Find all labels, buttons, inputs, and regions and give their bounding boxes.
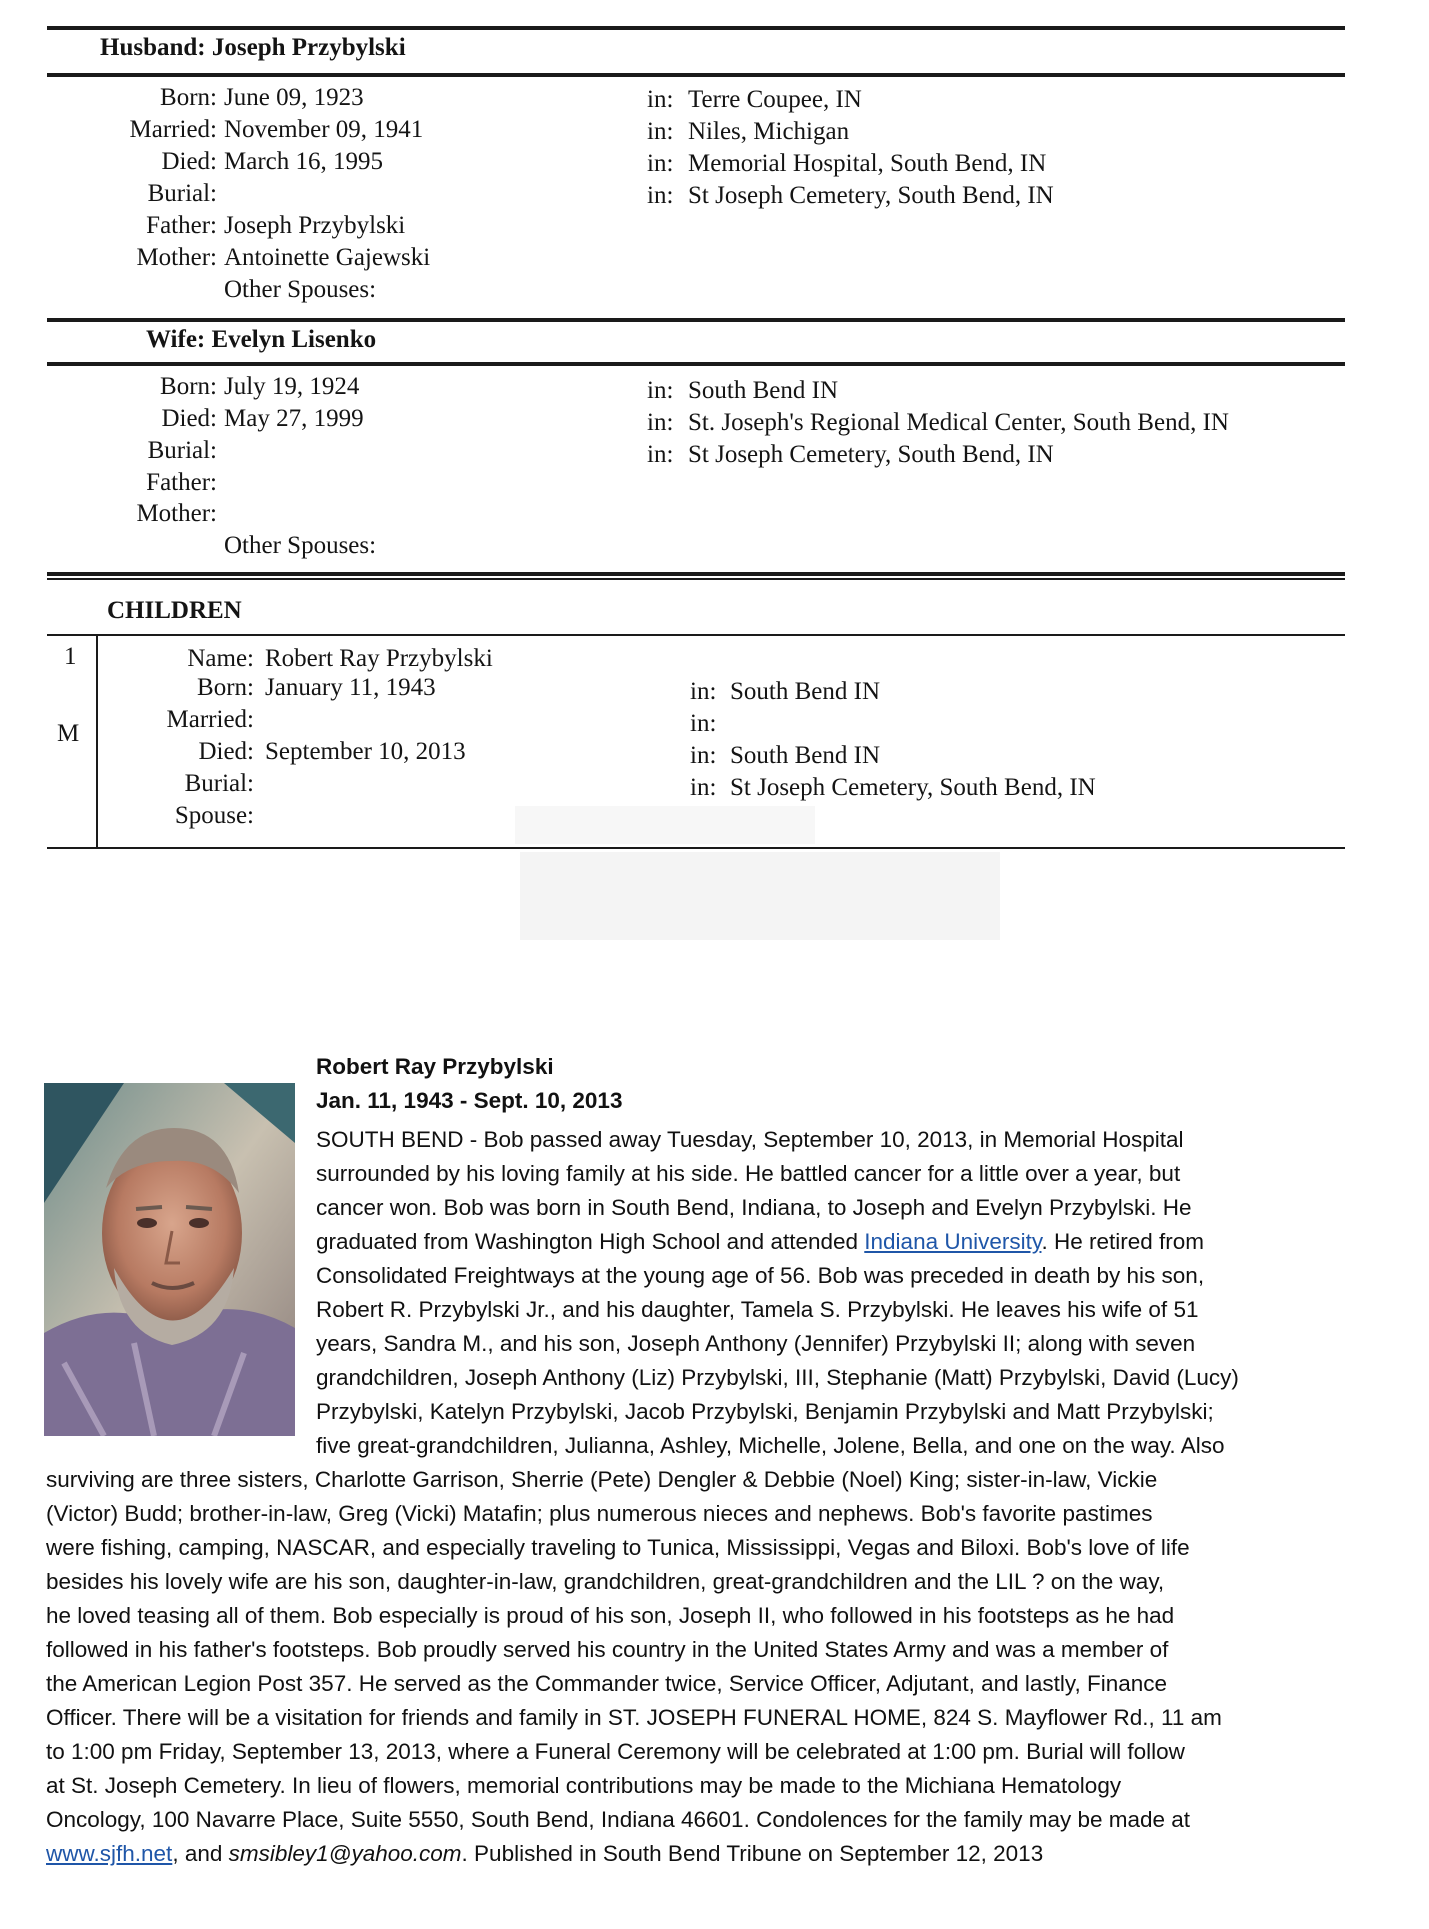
husband-died-place: Memorial Hospital, South Bend, IN bbox=[688, 150, 1047, 177]
child-died-place: South Bend IN bbox=[730, 742, 880, 769]
obituary-line: he loved teasing all of them. Bob especially is proud of his son, Joseph II, who followed in his footsteps as he had bbox=[46, 1603, 1175, 1628]
wife-burial-in: in: bbox=[647, 441, 674, 468]
child-sex: M bbox=[57, 720, 80, 747]
children-rule bbox=[47, 634, 1345, 636]
obituary-photo bbox=[44, 1083, 295, 1436]
obituary-line: the American Legion Post 357. He served as the Commander twice, Service Officer, Adjutant, and lastly, Finance bbox=[46, 1671, 1168, 1696]
children-top-rule-2 bbox=[47, 578, 1345, 580]
wife-born-place: South Bend IN bbox=[688, 377, 838, 404]
husband-married-date: November 09, 1941 bbox=[224, 116, 424, 143]
husband-born-label: Born: bbox=[160, 84, 217, 111]
husband-married-label: Married: bbox=[129, 116, 217, 143]
wife-died-place: St. Joseph's Regional Medical Center, South Bend, IN bbox=[688, 409, 1229, 436]
obituary-line: www.sjfh.net, and smsibley1@yahoo.com. Published in South Bend Tribune on September 12, 2013 bbox=[46, 1841, 1044, 1866]
child-name: Robert Ray Przybylski bbox=[265, 645, 493, 672]
wife-rule bbox=[47, 362, 1345, 366]
obituary-dates: Jan. 11, 1943 - Sept. 10, 2013 bbox=[316, 1088, 623, 1113]
child-born-place: South Bend IN bbox=[730, 678, 880, 705]
scan-artifact bbox=[515, 806, 815, 844]
wife-heading: Wife: Evelyn Lisenko bbox=[146, 326, 377, 353]
obituary-line: besides his lovely wife are his son, daughter-in-law, grandchildren, great-grandchildren and the LIL ? on the way, bbox=[46, 1569, 1165, 1594]
obituary-line: Consolidated Freightways at the young age of 56. Bob was preceded in death by his son, bbox=[316, 1263, 1205, 1288]
husband-died-label: Died: bbox=[161, 148, 217, 175]
wife-born-label: Born: bbox=[160, 373, 217, 400]
child-name-label: Name: bbox=[187, 645, 254, 672]
obituary-line: five great-grandchildren, Julianna, Ashley, Michelle, Jolene, Bella, and one on the way. Also bbox=[316, 1433, 1225, 1458]
husband-burial-place: St Joseph Cemetery, South Bend, IN bbox=[688, 182, 1054, 209]
obituary-line: Oncology, 100 Navarre Place, Suite 5550, South Bend, Indiana 46601. Condolences for the family may be made at bbox=[46, 1807, 1191, 1832]
wife-died-date: May 27, 1999 bbox=[224, 405, 364, 432]
husband-mother-label: Mother: bbox=[136, 244, 217, 271]
wife-died-label: Died: bbox=[161, 405, 217, 432]
wife-mother-label: Mother: bbox=[136, 500, 217, 527]
indiana-university-link[interactable]: Indiana University bbox=[864, 1229, 1042, 1254]
husband-other-spouses: Other Spouses: bbox=[224, 276, 377, 303]
husband-burial-in: in: bbox=[647, 182, 674, 209]
husband-father-label: Father: bbox=[146, 212, 217, 239]
child-born-in: in: bbox=[690, 678, 717, 705]
obituary-line: graduated from Washington High School and attended Indiana University. He retired from bbox=[316, 1229, 1204, 1254]
child-burial-in: in: bbox=[690, 774, 717, 801]
obituary-line: cancer won. Bob was born in South Bend, Indiana, to Joseph and Evelyn Przybylski. He bbox=[316, 1195, 1192, 1220]
child-born-date: January 11, 1943 bbox=[265, 674, 436, 701]
obituary-line: Officer. There will be a visitation for friends and family in ST. JOSEPH FUNERAL HOME, 824 S. Mayflower Rd., 11 am bbox=[46, 1705, 1222, 1730]
wife-born-date: July 19, 1924 bbox=[224, 373, 360, 400]
children-bottom-rule bbox=[47, 847, 1345, 849]
obituary-line: Robert R. Przybylski Jr., and his daughter, Tamela S. Przybylski. He leaves his wife of 51 bbox=[316, 1297, 1199, 1322]
child-number: 1 bbox=[64, 643, 77, 670]
husband-died-date: March 16, 1995 bbox=[224, 148, 383, 175]
sjfh-link[interactable]: www.sjfh.net bbox=[46, 1841, 173, 1866]
obituary-line: SOUTH BEND - Bob passed away Tuesday, September 10, 2013, in Memorial Hospital bbox=[316, 1127, 1184, 1152]
obituary-line: to 1:00 pm Friday, September 13, 2013, where a Funeral Ceremony will be celebrated at 1:00 pm. Burial will follow bbox=[46, 1739, 1185, 1764]
child-married-label: Married: bbox=[166, 706, 254, 733]
obituary-line: surviving are three sisters, Charlotte Garrison, Sherrie (Pete) Dengler & Debbie (Noel) King; sister-in-law, Vickie bbox=[46, 1467, 1158, 1492]
husband-father-name: Joseph Przybylski bbox=[224, 212, 406, 239]
obituary-line: at St. Joseph Cemetery. In lieu of flowers, memorial contributions may be made to the Michiana Hematology bbox=[46, 1773, 1122, 1798]
wife-died-in: in: bbox=[647, 409, 674, 436]
child-born-label: Born: bbox=[197, 674, 254, 701]
obituary-line: (Victor) Budd; brother-in-law, Greg (Vicki) Matafin; plus numerous nieces and nephews. Bob's favorite pastimes bbox=[46, 1501, 1153, 1526]
children-index-divider bbox=[96, 634, 98, 849]
child-died-date: September 10, 2013 bbox=[265, 738, 466, 765]
obituary-line: grandchildren, Joseph Anthony (Liz) Przybylski, III, Stephanie (Matt) Przybylski, David (Lucy) bbox=[316, 1365, 1239, 1390]
wife-burial-label: Burial: bbox=[147, 437, 217, 464]
husband-mother-name: Antoinette Gajewski bbox=[224, 244, 431, 271]
obituary-line: were fishing, camping, NASCAR, and especially traveling to Tunica, Mississippi, Vegas and Biloxi. Bob's love of life bbox=[46, 1535, 1190, 1560]
obituary-line: Przybylski, Katelyn Przybylski, Jacob Przybylski, Benjamin Przybylski and Matt Przybylski; bbox=[316, 1399, 1214, 1424]
husband-born-in: in: bbox=[647, 86, 674, 113]
wife-other-spouses: Other Spouses: bbox=[224, 532, 377, 559]
husband-rule bbox=[47, 73, 1345, 77]
husband-married-place: Niles, Michigan bbox=[688, 118, 850, 145]
obituary-line: surrounded by his loving family at his side. He battled cancer for a little over a year, but bbox=[316, 1161, 1181, 1186]
husband-married-in: in: bbox=[647, 118, 674, 145]
child-burial-place: St Joseph Cemetery, South Bend, IN bbox=[730, 774, 1096, 801]
child-spouse-label: Spouse: bbox=[174, 802, 254, 829]
obituary-line: followed in his father's footsteps. Bob proudly served his country in the United States Army and was a member of bbox=[46, 1637, 1169, 1662]
husband-born-date: June 09, 1923 bbox=[224, 84, 364, 111]
top-rule bbox=[47, 26, 1345, 30]
husband-heading: Husband: Joseph Przybylski bbox=[100, 34, 406, 61]
obituary-name: Robert Ray Przybylski bbox=[316, 1054, 554, 1079]
children-heading: CHILDREN bbox=[107, 597, 242, 624]
child-died-label: Died: bbox=[198, 738, 254, 765]
husband-died-in: in: bbox=[647, 150, 674, 177]
scan-artifact bbox=[520, 852, 1000, 940]
child-died-in: in: bbox=[690, 742, 717, 769]
email-address: smsibley1@yahoo.com bbox=[228, 1841, 462, 1866]
wife-burial-place: St Joseph Cemetery, South Bend, IN bbox=[688, 441, 1054, 468]
husband-born-place: Terre Coupee, IN bbox=[688, 86, 862, 113]
obituary-line: years, Sandra M., and his son, Joseph Anthony (Jennifer) Przybylski II; along with seven bbox=[316, 1331, 1196, 1356]
husband-burial-label: Burial: bbox=[147, 180, 217, 207]
children-top-rule bbox=[47, 572, 1345, 576]
wife-born-in: in: bbox=[647, 377, 674, 404]
child-burial-label: Burial: bbox=[184, 770, 254, 797]
wife-father-label: Father: bbox=[146, 469, 217, 496]
child-married-in: in: bbox=[690, 710, 717, 737]
wife-top-rule bbox=[47, 318, 1345, 322]
